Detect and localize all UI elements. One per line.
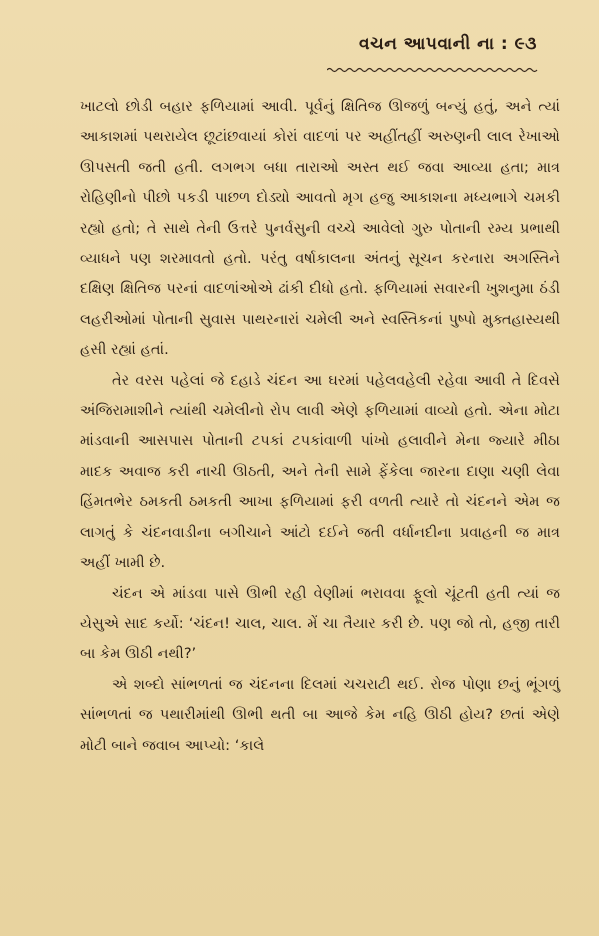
- paragraph: ચંદન એ માંડવા પાસે ઊભી રહી વેણીમાં ભરાવવા ફૂલો ચૂંટતી હતી ત્યાં જ યેસુએ સાદ કર્યો: ‘ચંદન! ચાલ, ચાલ. મેં ચા તૈયાર કરી છે. પણ જો તો, હજી તારી બા કેમ ઊઠી નથી?’: [80, 584, 560, 663]
- paragraph: એ શબ્દો સાંભળતાં જ ચંદનના દિલમાં ચચરાટી થઈ. રોજ પોણા છનું ભૂંગળું સાંભળતાં જ પથારીમાંથી ઊભી થતી બા આજે કેમ નહિ ઊઠી હોય? છતાં એણે મોટી બાને જવાબ આપ્યો: ‘કાલે: [80, 675, 560, 754]
- paragraph: ખાટલો છોડી બહાર ફળિયામાં આવી. પૂર્વનું ક્ષિતિજ ઊજળું બન્યું હતું, અને ત્યાં આકાશમાં પથરાયેલ છૂટાંછવાયાં કોરાં વાદળાં પર અહીંતહીં અરુણની લાલ રેખાઓ ઊપસતી જતી હતી. લગભગ બધા તારાઓ અસ્ત થઈ જવા આવ્યા હતા; માત્ર રોહિણીનો પીછો પકડી પાછળ દોડ્યો આવતો મૃગ હજુ આકાશના મધ્યભાગે ચમકી રહ્યો હતો; તે સાથે તેની ઉત્તરે પુનર્વસુની વચ્ચે આવેલો ગુરુ પોતાની રમ્ય પ્રભાથી વ્યાધને પણ શરમાવતો હતો. પરંતુ વર્ષાકાલના અંતનું સૂચન કરનારા અગસ્તિને દક્ષિણ ક્ષિતિજ પરનાં વાદળાંઓએ ઢાંકી દીધો હતો. ફળિયામાં સવારની ખુશનુમા ઠંડી લહરીઓમાં પોતાની સુવાસ પાથરનારાં ચમેલી અને સ્વસ્તિકનાં પુષ્પો મુક્તહાસ્યથી હસી રહ્યાં હતાં.: [80, 98, 560, 359]
- body-text: [80, 92, 560, 761]
- running-head: વચન આપવાની ના : ૯૩: [359, 34, 537, 54]
- wavy-rule-ornament: [327, 66, 539, 74]
- paragraph: તેર વરસ પહેલાં જે દહાડે ચંદન આ ઘરમાં પહેલવહેલી રહેવા આવી તે દિવસે અંજિરામાશીને ત્યાંથી ચમેલીનો રોપ લાવી એણે ફળિયામાં વાવ્યો હતો. એના મોટા માંડવાની આસપાસ પોતાની ટપકાં ટપકાંવાળી પાંખો હલાવીને મેના જ્યારે મીઠા માદક અવાજ કરી નાચી ઊઠતી, અને તેની સામે ફેંકેલા જારના દાણા ચણી લેવા હિંમતભેર ઠમકતી ઠમકતી આખા ફળિયામાં ફરી વળતી ત્યારે તો ચંદનને એમ જ લાગતું કે ચંદનવાડીના બગીચાને આંટો દઈને જતી વર્ધાનદીના પ્રવાહની જ માત્ર અહીં ખામી છે.: [80, 371, 560, 572]
